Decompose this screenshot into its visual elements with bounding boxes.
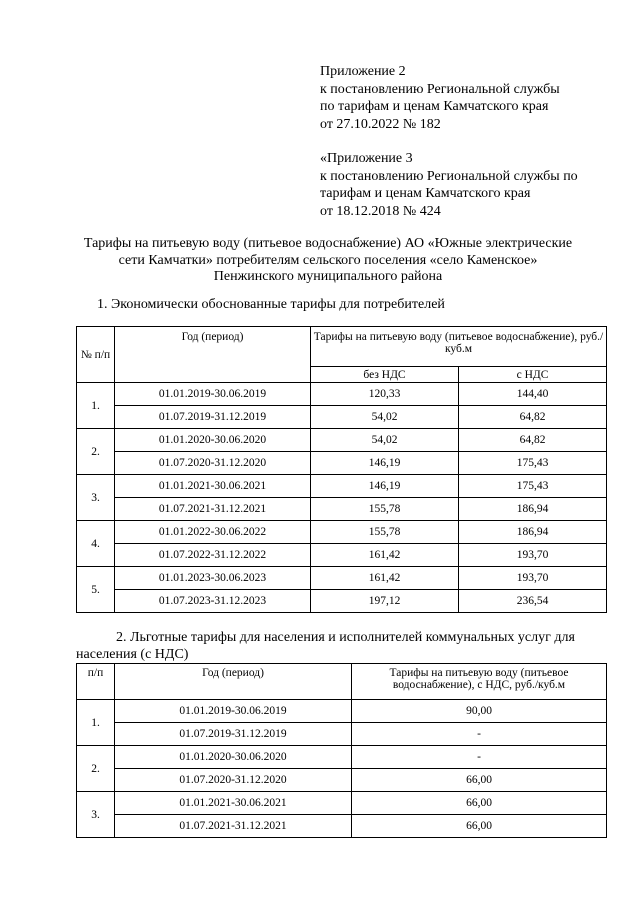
row-period: 01.07.2020-31.12.2020: [115, 769, 352, 792]
annex-line: к постановлению Региональной службы: [320, 81, 560, 97]
row-period: 01.07.2021-31.12.2021: [115, 815, 352, 838]
row-period: 01.01.2019-30.06.2019: [115, 700, 352, 723]
row-value: -: [352, 746, 607, 769]
title-line: Пенжинского муниципального района: [213, 269, 443, 284]
table-row: [77, 475, 607, 498]
row-with-vat: 193,70: [459, 544, 607, 567]
row-num: 2.: [77, 429, 115, 475]
table-row: [77, 792, 607, 815]
row-without-vat: 161,42: [311, 544, 459, 567]
row-num: 1.: [77, 383, 115, 429]
row-period: 01.01.2019-30.06.2019: [115, 383, 311, 406]
annex-line: по тарифам и ценам Камчатского края: [320, 99, 549, 114]
economic-tariffs-table: [76, 326, 607, 613]
row-period: 01.01.2023-30.06.2023: [115, 567, 311, 590]
table-row: [77, 815, 607, 838]
row-without-vat: 155,78: [311, 521, 459, 544]
row-value: 66,00: [352, 815, 607, 838]
table-row: [77, 723, 607, 746]
row-period: 01.01.2020-30.06.2020: [115, 429, 311, 452]
annex-line: к постановлению Региональной службы по: [320, 168, 578, 184]
row-num: 5.: [77, 567, 115, 613]
row-period: 01.07.2021-31.12.2021: [115, 498, 311, 521]
header-period: Год (период): [115, 664, 352, 700]
table-row: [77, 544, 607, 567]
header-period: Год (период): [115, 327, 311, 383]
table-row: [77, 769, 607, 792]
row-without-vat: 54,02: [311, 406, 459, 429]
row-period: 01.07.2019-31.12.2019: [115, 406, 311, 429]
row-num: 3.: [77, 475, 115, 521]
annex-line: от 18.12.2018 № 424: [320, 203, 441, 219]
table-row: [77, 383, 607, 406]
section1-heading: 1. Экономически обоснованные тарифы для потребителей: [97, 297, 445, 312]
row-value: 66,00: [352, 769, 607, 792]
row-num: 2.: [77, 746, 115, 792]
row-period: 01.01.2021-30.06.2021: [115, 792, 352, 815]
row-period: 01.07.2022-31.12.2022: [115, 544, 311, 567]
row-period: 01.01.2021-30.06.2021: [115, 475, 311, 498]
table-row: [77, 429, 607, 452]
row-without-vat: 54,02: [311, 429, 459, 452]
row-num: 3.: [77, 792, 115, 838]
preferential-tariffs-table: [76, 663, 607, 838]
table-row: [77, 746, 607, 769]
row-without-vat: 155,78: [311, 498, 459, 521]
annex-line: тарифам и ценам Камчатского края: [320, 186, 531, 201]
header-tariff: Тарифы на питьевую воду (питьевое водоснабжение), с НДС, руб./куб.м: [352, 664, 607, 700]
row-with-vat: 186,94: [459, 498, 607, 521]
row-period: 01.07.2020-31.12.2020: [115, 452, 311, 475]
header-without-vat: без НДС: [311, 367, 459, 383]
row-value: 66,00: [352, 792, 607, 815]
row-without-vat: 120,33: [311, 383, 459, 406]
header-num: п/п: [77, 664, 115, 700]
table-row: [77, 498, 607, 521]
header-tariff: Тарифы на питьевую воду (питьевое водоснабжение), руб./куб.м: [311, 327, 607, 367]
row-with-vat: 64,82: [459, 429, 607, 452]
row-with-vat: 144,40: [459, 383, 607, 406]
annex-line: «Приложение 3: [320, 151, 413, 166]
row-num: 1.: [77, 700, 115, 746]
row-with-vat: 236,54: [459, 590, 607, 613]
row-value: 90,00: [352, 700, 607, 723]
title-line: Тарифы на питьевую воду (питьевое водоснабжение) АО «Южные электрические: [83, 236, 573, 251]
row-num: 4.: [77, 521, 115, 567]
row-without-vat: 197,12: [311, 590, 459, 613]
row-with-vat: 175,43: [459, 452, 607, 475]
row-without-vat: 161,42: [311, 567, 459, 590]
row-period: 01.01.2020-30.06.2020: [115, 746, 352, 769]
row-period: 01.01.2022-30.06.2022: [115, 521, 311, 544]
table-row: [77, 521, 607, 544]
row-period: 01.07.2019-31.12.2019: [115, 723, 352, 746]
row-without-vat: 146,19: [311, 475, 459, 498]
header-num: № п/п: [77, 327, 115, 383]
table-row: [77, 406, 607, 429]
table-row: [77, 590, 607, 613]
section2-heading: 2. Льготные тарифы для населения и исполнителей коммунальных услуг для населения (с НДС): [76, 630, 575, 662]
table-row: [77, 452, 607, 475]
annex-original-header: [320, 150, 578, 220]
row-with-vat: 175,43: [459, 475, 607, 498]
row-value: -: [352, 723, 607, 746]
annex-current-header: [320, 63, 560, 133]
annex-line: от 27.10.2022 № 182: [320, 116, 441, 132]
table-row: [77, 700, 607, 723]
row-with-vat: 193,70: [459, 567, 607, 590]
document-title: [62, 236, 594, 286]
table-row: [77, 567, 607, 590]
header-with-vat: с НДС: [459, 367, 607, 383]
row-without-vat: 146,19: [311, 452, 459, 475]
annex-line: Приложение 2: [320, 64, 406, 79]
row-with-vat: 64,82: [459, 406, 607, 429]
title-line: сети Камчатки» потребителям сельского поселения «село Каменское»: [118, 252, 538, 268]
row-with-vat: 186,94: [459, 521, 607, 544]
row-period: 01.07.2023-31.12.2023: [115, 590, 311, 613]
